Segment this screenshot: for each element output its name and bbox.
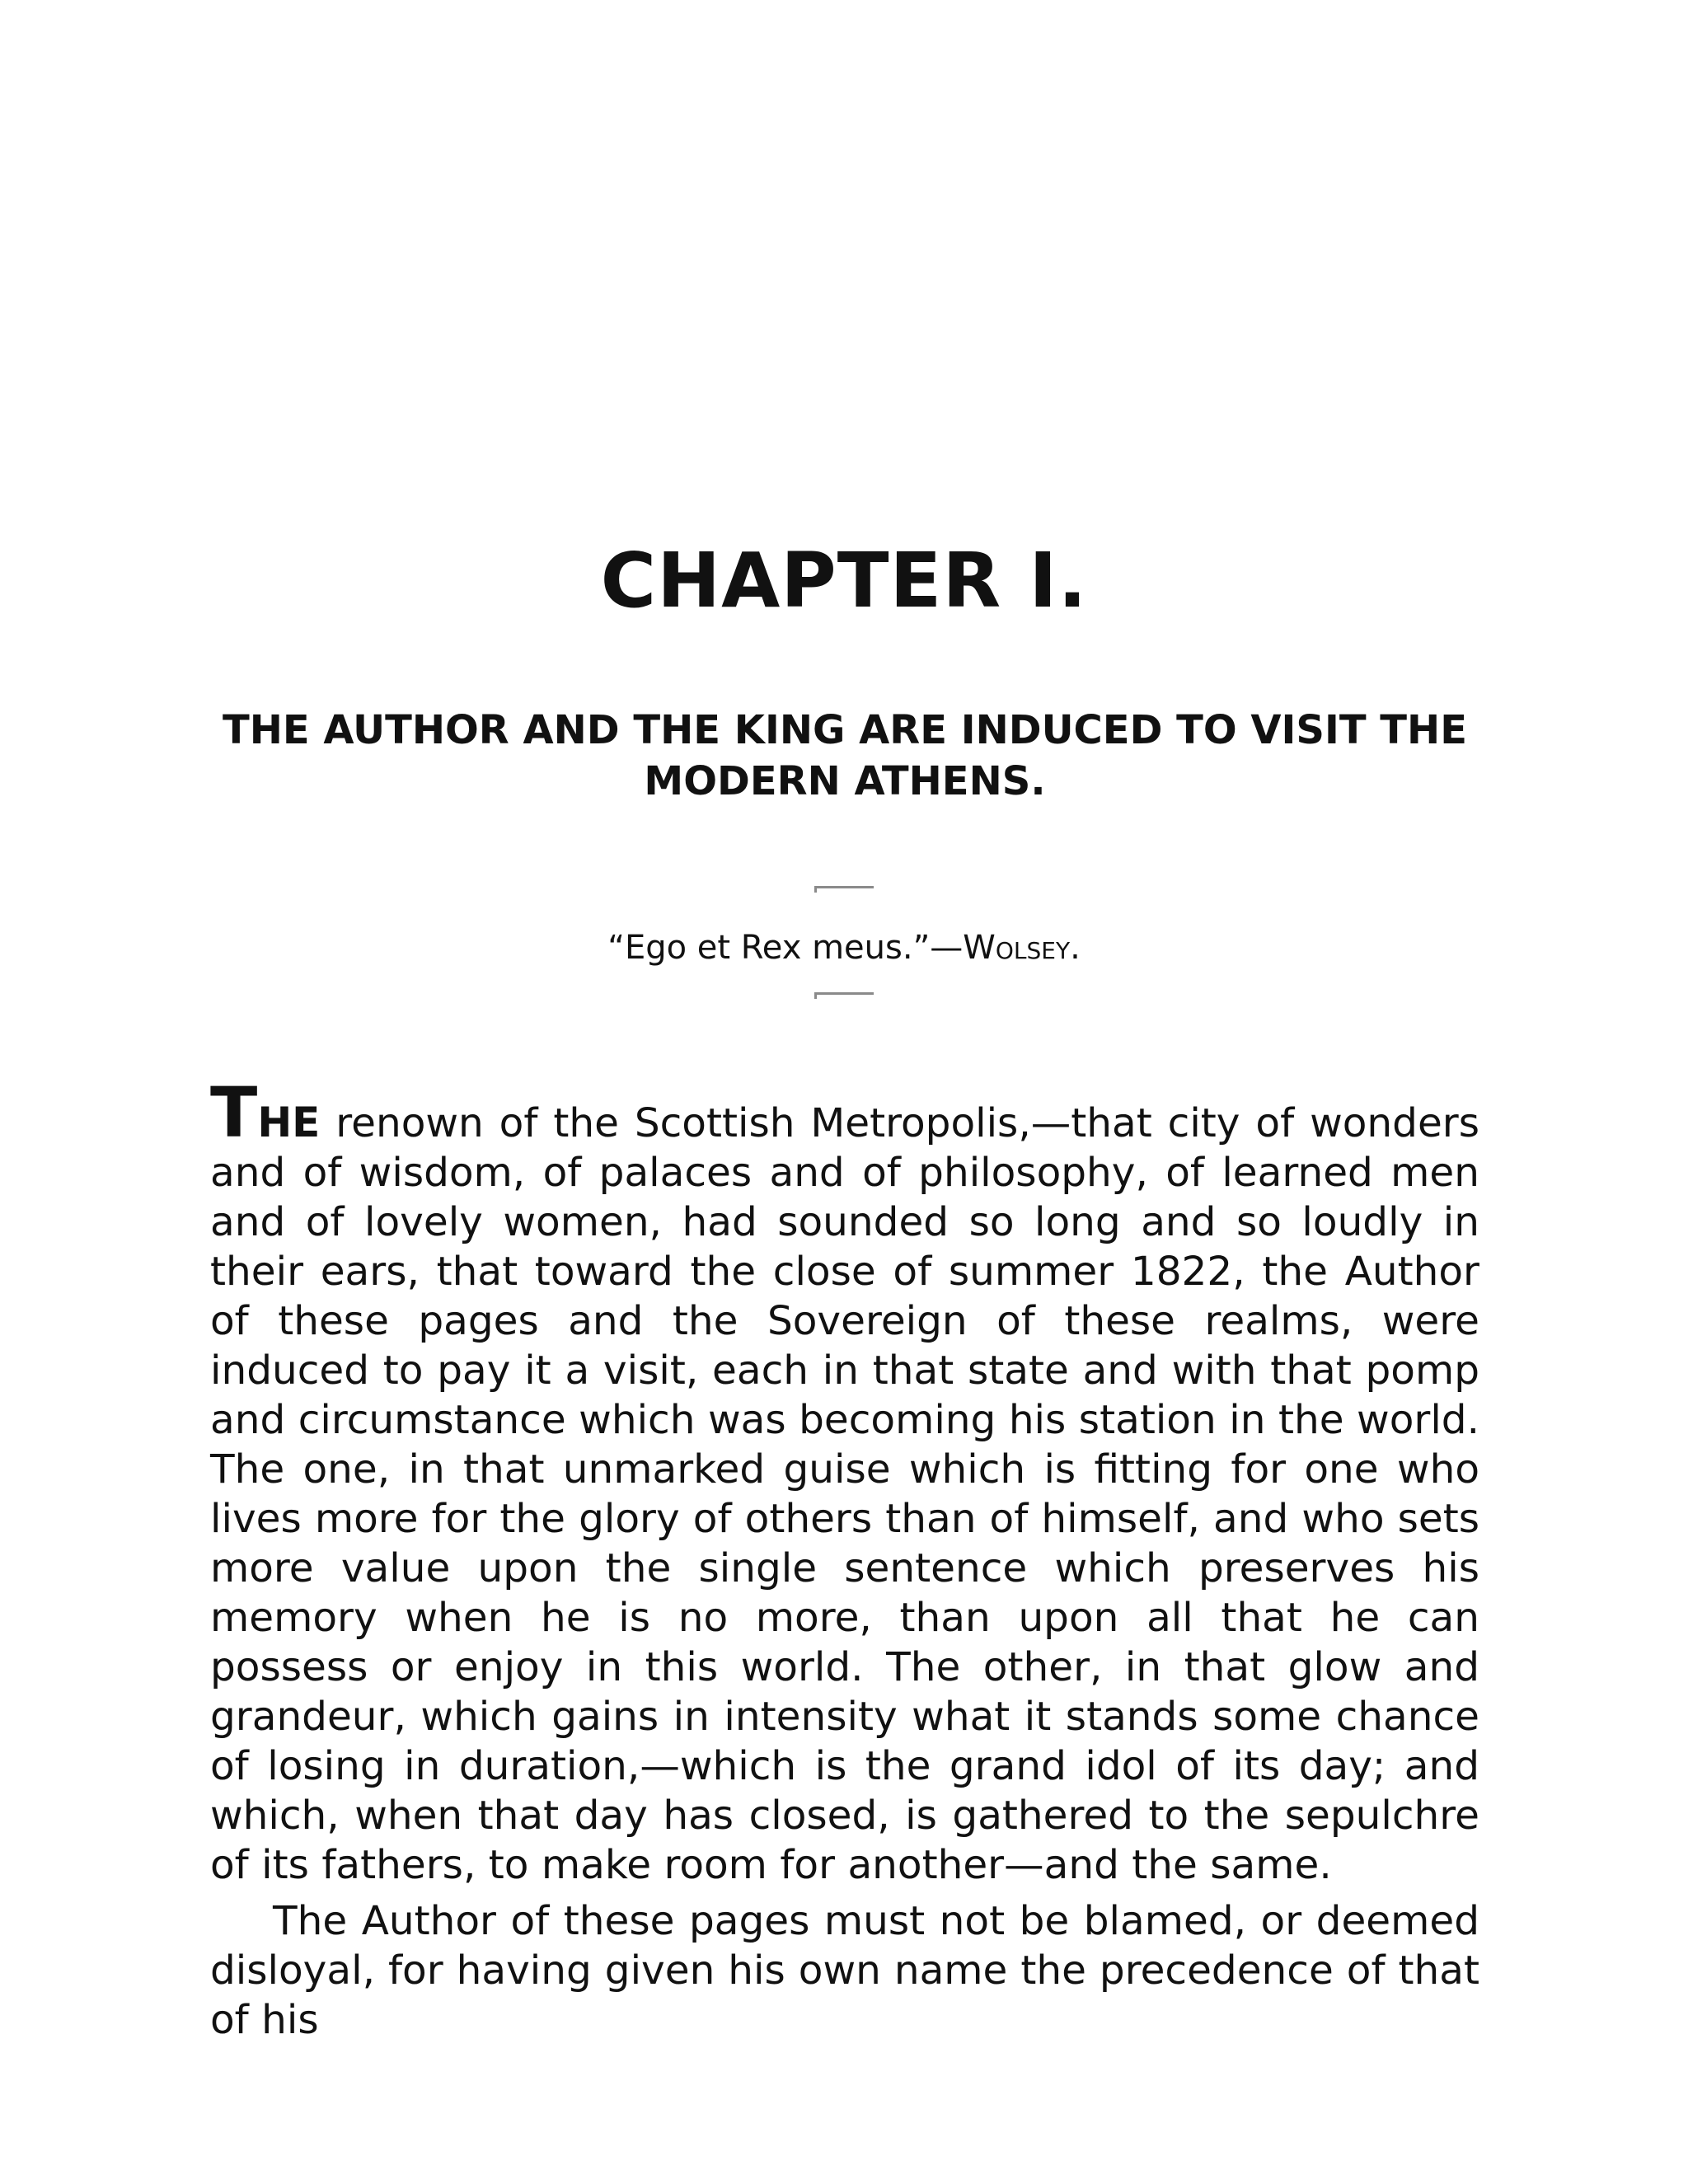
paragraph-1-text: renown of the Scottish Metropolis,—that city of wonders and of wisdom, of palaces and of philosophy, of learned men and of lovely women, had sounded so long and so loudly in their ears, that toward the close of summer 1822, the Author of these pages and the Sovereign of these realms, were induced to pay it a visit, each in that state and with that pomp and circumstance which was becoming his station in the world. The one, in that unmarked guise which is fitting for one who lives more for the glory of others than of himself, and who sets more value upon the single sentence which preserves his memory when he is no more, than upon all that he can possess or enjoy in this world. The other, in that glow and grandeur, which gains in intensity what it stands some chance of losing in duration,—which is the grand idol of its day; and which, when that day has closed, is gathered to the sepulchre of its fathers, to make room for another—and the same. <box>210 1100 1479 1888</box>
epigraph-attribution-suffix: . <box>1070 929 1081 967</box>
chapter-subtitle: THE AUTHOR AND THE KING ARE INDUCED TO VISIT THE MODERN ATHENS. <box>223 707 1467 804</box>
paragraph-1 <box>210 1072 1479 1890</box>
epigraph-top-rule <box>814 886 874 888</box>
epigraph-quote: “Ego et Rex meus.”— <box>607 929 964 967</box>
epigraph-attribution: Wolsey <box>963 929 1071 967</box>
paragraph-2: The Author of these pages must not be blamed, or deemed disloyal, for having given his own name the precedence of that of his <box>210 1898 1479 2043</box>
chapter-title: CHAPTER I. <box>600 537 1088 625</box>
epigraph <box>0 927 1688 968</box>
chapter-body <box>210 1072 1479 2051</box>
dropcap-letter: T <box>210 1072 258 1153</box>
dropcap-rest: HE <box>257 1099 321 1146</box>
opening-word <box>210 1072 321 1153</box>
epigraph-bottom-rule <box>814 992 874 995</box>
